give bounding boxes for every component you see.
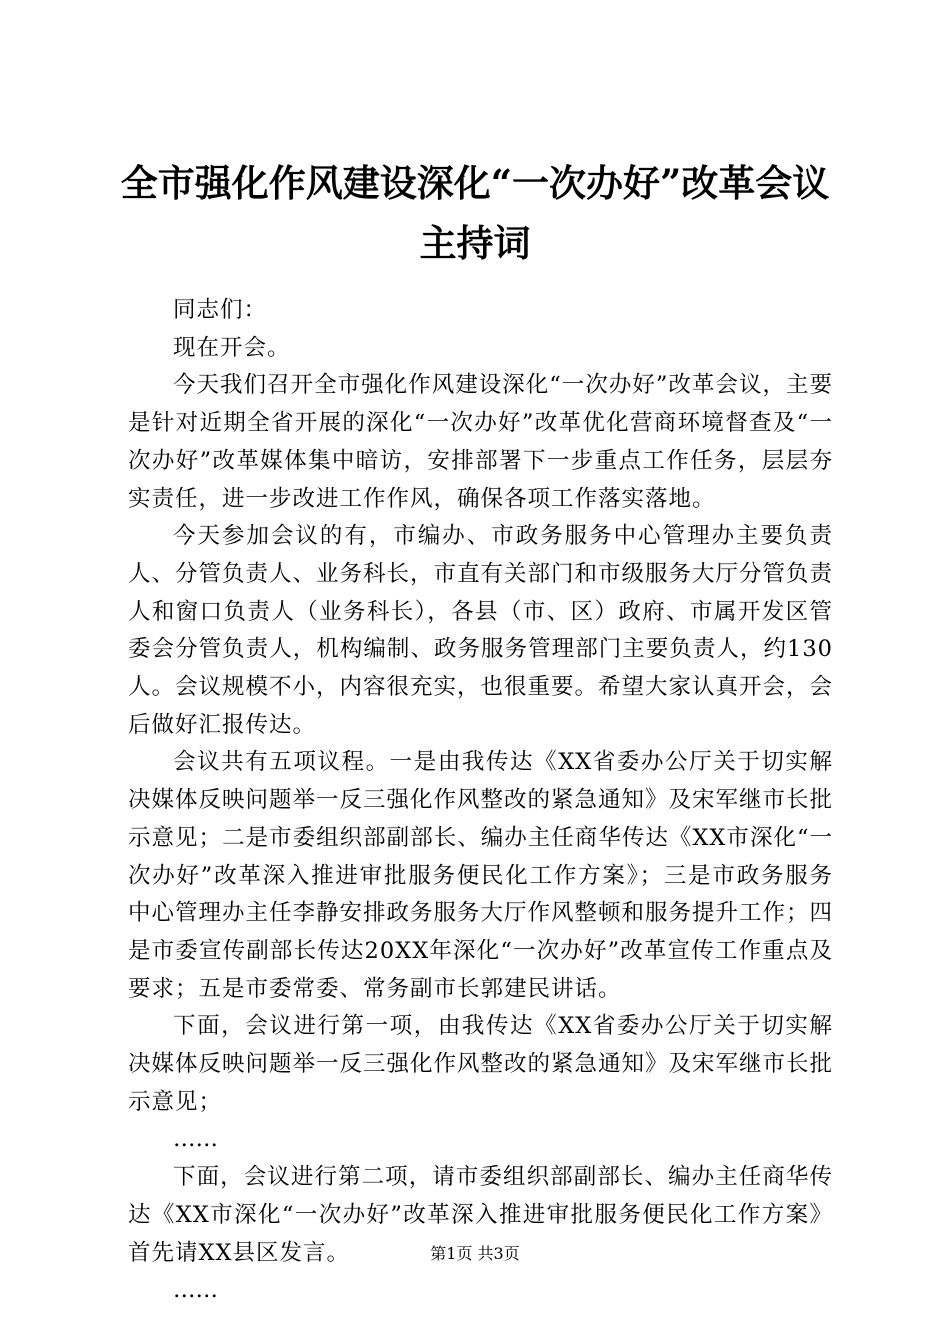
paragraph-attendees: 今天参加会议的有，市编办、市政务服务中心管理办主要负责人、分管负责人、业务科长，市直有关部门和市级服务大厅分管负责人和窗口负责人（业务科长），各县（市、区）政府、市属开发区管委会分管负责人，机构编制、政务服务管理部门主要负责人，约130人。会议规模不小，内容很充实，也很重要。希望大家认真开会，会后做好汇报传达。 — [128, 523, 834, 738]
ellipsis-1: …… — [173, 1126, 218, 1153]
paragraph-agenda: 会议共有五项议程。一是由我传达《XX省委办公厅关于切实解决媒体反映问题举一反三强化作风整改的紧急通知》及宋军继市长批示意见；二是市委组织部副部长、编办主任商华传达《XX市深化“一次办好”改革深入推进审批服务便民化工作方案》；三是市政务服务中心管理办主任李静安排政务服务大厅作风整顿和服务提升工作；四是市委宣传副部长传达20XX年深化“一次办好”改革宣传工作重点及要求；五是市委常委、常务副市长郭建民讲话。 — [128, 749, 834, 1002]
salutation: 同志们： — [173, 297, 268, 323]
document-title-line-1: 全市强化作风建设深化“一次办好”改革会议 — [120, 161, 830, 205]
ellipsis-2: …… — [173, 1277, 218, 1304]
paragraph-purpose: 今天我们召开全市强化作风建设深化“一次办好”改革会议，主要是针对近期全省开展的深化“一次办好”改革优化营商环境督查及“一次办好”改革媒体集中暗访，安排部署下一步重点工作任务，层层夯实责任，进一步改进工作作风，确保各项工作落实落地。 — [128, 372, 833, 512]
page-number-footer: 第1页 共3页 — [430, 1244, 520, 1263]
paragraph-item-two: 下面，会议进行第二项，请市委组织部副部长、编办主任商华传达《XX市深化“一次办好”改革深入推进审批服务便民化工作方案》首先请XX县区发言。 — [128, 1164, 833, 1266]
paragraph-item-one: 下面，会议进行第一项，由我传达《XX省委办公厅关于切实解决媒体反映问题举一反三强化作风整改的紧急通知》及宋军继市长批示意见； — [128, 1013, 834, 1115]
opening-line: 现在开会。 — [173, 334, 291, 361]
document-title-line-2: 主持词 — [419, 221, 531, 265]
document-body — [128, 292, 833, 1310]
